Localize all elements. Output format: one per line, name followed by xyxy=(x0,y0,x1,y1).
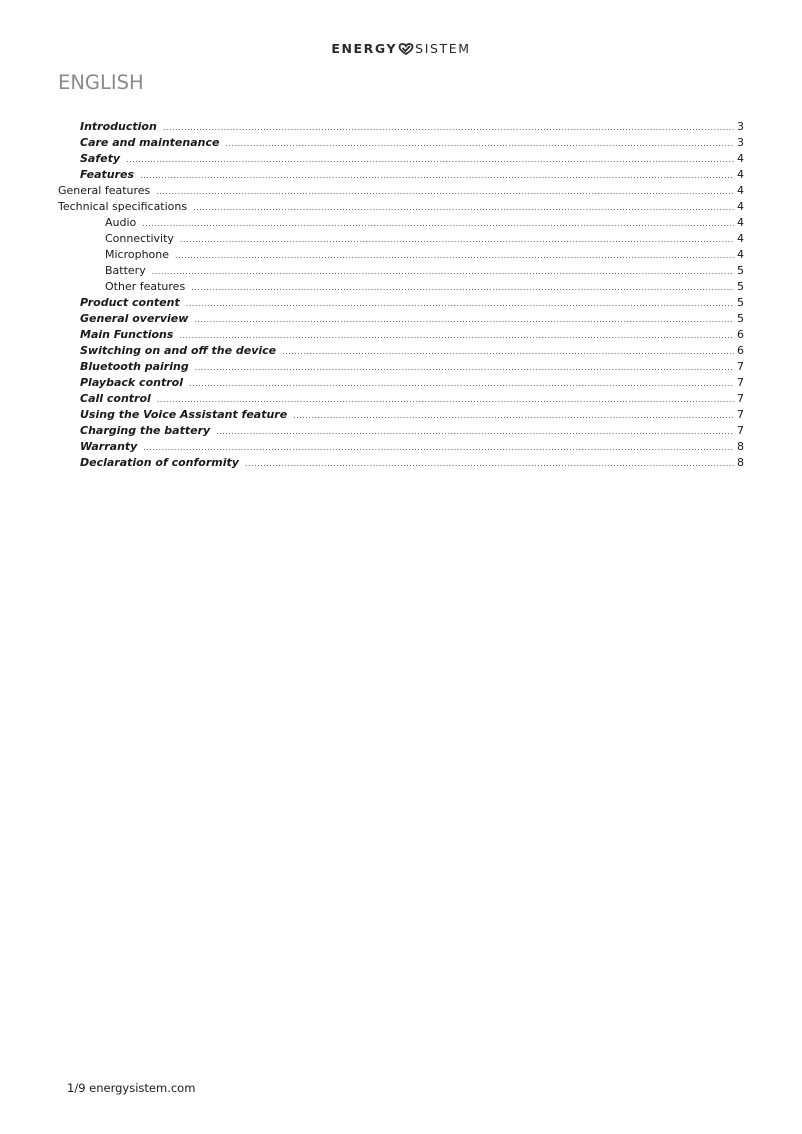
toc-entry-page: 7 xyxy=(737,392,744,405)
toc-entry-label: Warranty xyxy=(80,440,138,453)
brand-logo xyxy=(0,41,802,56)
logo-text-sistem: SISTEM xyxy=(415,41,471,56)
dot-leader xyxy=(142,216,734,232)
toc-entry[interactable] xyxy=(58,423,744,439)
toc-entry-label: Care and maintenance xyxy=(80,136,220,149)
section-title: ENGLISH xyxy=(58,71,144,94)
toc-entry[interactable] xyxy=(58,455,744,471)
dot-leader xyxy=(293,408,734,424)
toc-entry-label: Switching on and off the device xyxy=(80,344,277,357)
toc-entry-label: Safety xyxy=(80,152,121,165)
toc-entry-page: 5 xyxy=(737,280,744,293)
dot-leader xyxy=(143,440,734,456)
toc-entry-label: Other features xyxy=(105,280,186,293)
toc-entry-label: Main Functions xyxy=(80,328,174,341)
toc-entry-label: Audio xyxy=(105,216,137,229)
toc-entry-page: 4 xyxy=(737,232,744,245)
page-footer xyxy=(67,1081,195,1095)
dot-leader xyxy=(193,200,734,216)
toc-entry[interactable] xyxy=(58,407,744,423)
dot-leader xyxy=(126,152,734,168)
dot-leader xyxy=(191,280,734,296)
toc-entry-page: 5 xyxy=(737,264,744,277)
dot-leader xyxy=(282,344,734,360)
website-link[interactable]: energysistem.com xyxy=(89,1081,196,1095)
dot-leader xyxy=(216,424,734,440)
dot-leader xyxy=(195,360,734,376)
toc-entry-label: Product content xyxy=(80,296,180,309)
toc-entry-page: 4 xyxy=(737,248,744,261)
toc-entry[interactable] xyxy=(58,199,744,215)
heart-check-icon xyxy=(398,43,414,55)
table-of-contents xyxy=(58,119,744,471)
toc-entry-page: 3 xyxy=(737,120,744,133)
toc-entry[interactable] xyxy=(58,231,744,247)
dot-leader xyxy=(194,312,734,328)
dot-leader xyxy=(245,456,734,472)
dot-leader xyxy=(175,248,734,264)
toc-entry[interactable] xyxy=(58,119,744,135)
toc-entry-label: Call control xyxy=(80,392,151,405)
toc-entry-label: Declaration of conformity xyxy=(80,456,239,469)
toc-entry-page: 6 xyxy=(737,344,744,357)
dot-leader xyxy=(163,120,734,136)
toc-entry[interactable] xyxy=(58,183,744,199)
toc-entry[interactable] xyxy=(58,327,744,343)
toc-entry-label: Charging the battery xyxy=(80,424,211,437)
toc-entry-page: 7 xyxy=(737,376,744,389)
toc-entry-label: Technical specifications xyxy=(58,200,188,213)
toc-entry-page: 4 xyxy=(737,200,744,213)
toc-entry-page: 7 xyxy=(737,408,744,421)
toc-entry-label: Bluetooth pairing xyxy=(80,360,189,373)
toc-entry-page: 6 xyxy=(737,328,744,341)
toc-entry-page: 5 xyxy=(737,312,744,325)
toc-entry-label: Features xyxy=(80,168,135,181)
toc-entry[interactable] xyxy=(58,311,744,327)
toc-entry[interactable] xyxy=(58,359,744,375)
toc-entry[interactable] xyxy=(58,295,744,311)
toc-entry[interactable] xyxy=(58,343,744,359)
toc-entry[interactable] xyxy=(58,263,744,279)
dot-leader xyxy=(186,296,734,312)
toc-entry-page: 3 xyxy=(737,136,744,149)
toc-entry[interactable] xyxy=(58,167,744,183)
toc-entry-page: 4 xyxy=(737,152,744,165)
page-indicator: 1/9 xyxy=(67,1081,86,1095)
toc-entry-label: Battery xyxy=(105,264,146,277)
toc-entry[interactable] xyxy=(58,391,744,407)
dot-leader xyxy=(189,376,734,392)
dot-leader xyxy=(180,232,734,248)
toc-entry[interactable] xyxy=(58,151,744,167)
dot-leader xyxy=(156,184,734,200)
dot-leader xyxy=(157,392,734,408)
toc-entry[interactable] xyxy=(58,135,744,151)
toc-entry-page: 4 xyxy=(737,184,744,197)
toc-entry-label: General overview xyxy=(80,312,189,325)
toc-entry[interactable] xyxy=(58,279,744,295)
toc-entry-page: 7 xyxy=(737,424,744,437)
toc-entry-label: Connectivity xyxy=(105,232,174,245)
toc-entry-label: Using the Voice Assistant feature xyxy=(80,408,288,421)
toc-entry-page: 4 xyxy=(737,216,744,229)
toc-entry-label: Introduction xyxy=(80,120,157,133)
toc-entry-page: 5 xyxy=(737,296,744,309)
toc-entry[interactable] xyxy=(58,439,744,455)
toc-entry-label: Playback control xyxy=(80,376,183,389)
toc-entry-page: 7 xyxy=(737,360,744,373)
toc-entry-page: 8 xyxy=(737,456,744,469)
dot-leader xyxy=(225,136,734,152)
toc-entry-page: 8 xyxy=(737,440,744,453)
dot-leader xyxy=(152,264,734,280)
toc-entry-label: Microphone xyxy=(105,248,170,261)
dot-leader xyxy=(140,168,734,184)
toc-entry-label: General features xyxy=(58,184,151,197)
toc-entry[interactable] xyxy=(58,247,744,263)
toc-entry-page: 4 xyxy=(737,168,744,181)
logo-text-energy: ENERGY xyxy=(331,41,398,56)
toc-entry[interactable] xyxy=(58,215,744,231)
toc-entry[interactable] xyxy=(58,375,744,391)
dot-leader xyxy=(179,328,734,344)
